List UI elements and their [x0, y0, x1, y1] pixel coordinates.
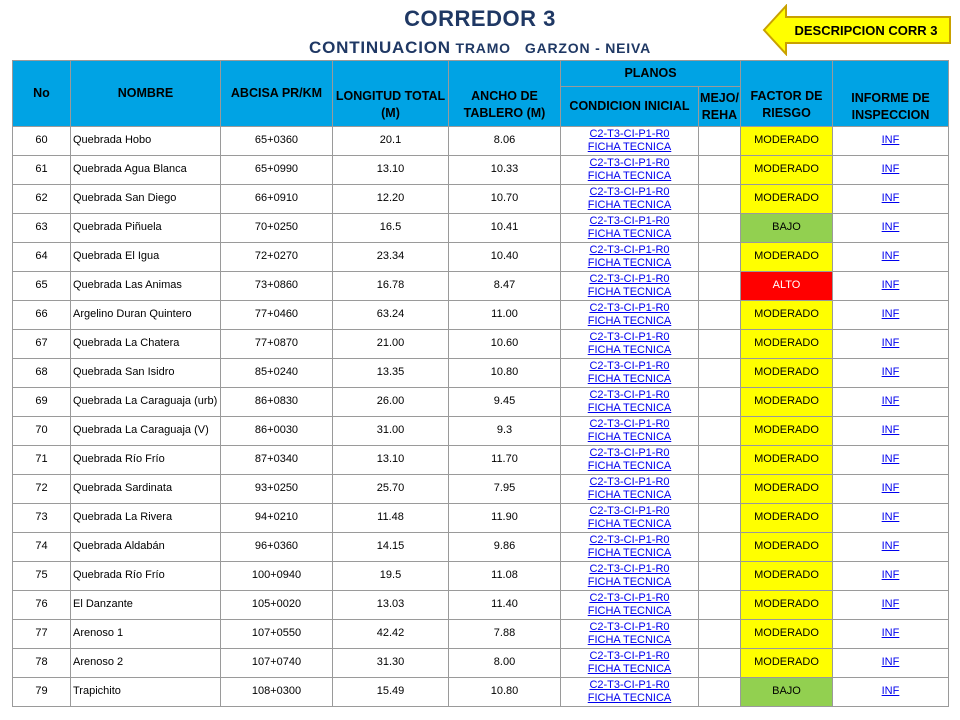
- cell-mejo: [699, 562, 741, 591]
- cell-nombre: Quebrada Hobo: [71, 127, 221, 156]
- cell-abcisa: 66+0910: [221, 185, 333, 214]
- cell-ancho: 8.00: [449, 649, 561, 678]
- cell-factor-riesgo: MODERADO: [741, 475, 833, 504]
- plano-link[interactable]: C2-T3-CI-P1-R0: [589, 330, 670, 343]
- cell-ancho: 10.80: [449, 359, 561, 388]
- cell-no: 78: [13, 649, 71, 678]
- ficha-tecnica-link[interactable]: FICHA TECNICA: [587, 141, 672, 153]
- cell-informe: [833, 475, 949, 504]
- cell-ancho: 8.47: [449, 272, 561, 301]
- ficha-tecnica-link[interactable]: FICHA TECNICA: [587, 344, 672, 356]
- plano-link[interactable]: C2-T3-CI-P1-R0: [589, 417, 670, 430]
- table-row: [13, 185, 949, 214]
- col-ancho: ANCHO DE TABLERO (M): [449, 61, 561, 127]
- informe-link[interactable]: INF: [881, 366, 900, 379]
- cell-condicion: [561, 388, 699, 417]
- cell-ancho: 10.60: [449, 330, 561, 359]
- descripcion-corr3-label: DESCRIPCION CORR 3: [794, 22, 938, 38]
- cell-ancho: 7.88: [449, 620, 561, 649]
- informe-link[interactable]: INF: [881, 685, 900, 698]
- col-mejo: MEJO/ REHA: [699, 87, 741, 127]
- plano-link[interactable]: C2-T3-CI-P1-R0: [589, 272, 670, 285]
- cell-nombre: Quebrada Sardinata: [71, 475, 221, 504]
- informe-link[interactable]: INF: [881, 598, 900, 611]
- cell-condicion: [561, 359, 699, 388]
- cell-condicion: [561, 678, 699, 707]
- ficha-tecnica-link[interactable]: FICHA TECNICA: [587, 402, 672, 414]
- cell-no: 74: [13, 533, 71, 562]
- cell-no: 61: [13, 156, 71, 185]
- ficha-tecnica-link[interactable]: FICHA TECNICA: [587, 286, 672, 298]
- cell-informe: [833, 620, 949, 649]
- ficha-tecnica-link[interactable]: FICHA TECNICA: [587, 663, 672, 675]
- cell-factor-riesgo: MODERADO: [741, 591, 833, 620]
- cell-informe: [833, 504, 949, 533]
- cell-nombre: Quebrada El Igua: [71, 243, 221, 272]
- cell-condicion: [561, 185, 699, 214]
- cell-longitud: 31.00: [333, 417, 449, 446]
- table-row: [13, 301, 949, 330]
- cell-longitud: 13.03: [333, 591, 449, 620]
- cell-longitud: 15.49: [333, 678, 449, 707]
- table-row: [13, 504, 949, 533]
- cell-informe: [833, 301, 949, 330]
- informe-link[interactable]: INF: [881, 453, 900, 466]
- cell-factor-riesgo: MODERADO: [741, 504, 833, 533]
- cell-abcisa: 100+0940: [221, 562, 333, 591]
- cell-abcisa: 85+0240: [221, 359, 333, 388]
- cell-informe: [833, 591, 949, 620]
- cell-nombre: Quebrada San Isidro: [71, 359, 221, 388]
- table-row: [13, 214, 949, 243]
- cell-informe: [833, 214, 949, 243]
- cell-longitud: 23.34: [333, 243, 449, 272]
- cell-nombre: Quebrada Río Frío: [71, 562, 221, 591]
- informe-link[interactable]: INF: [881, 134, 900, 147]
- cell-abcisa: 72+0270: [221, 243, 333, 272]
- cell-abcisa: 73+0860: [221, 272, 333, 301]
- cell-factor-riesgo: BAJO: [741, 678, 833, 707]
- cell-condicion: [561, 475, 699, 504]
- cell-no: 63: [13, 214, 71, 243]
- cell-mejo: [699, 185, 741, 214]
- cell-informe: [833, 562, 949, 591]
- informe-link[interactable]: INF: [881, 424, 900, 437]
- cell-condicion: [561, 243, 699, 272]
- informe-link[interactable]: INF: [881, 163, 900, 176]
- cell-abcisa: 65+0360: [221, 127, 333, 156]
- cell-informe: [833, 649, 949, 678]
- cell-longitud: 12.20: [333, 185, 449, 214]
- cell-condicion: [561, 156, 699, 185]
- cell-longitud: 11.48: [333, 504, 449, 533]
- plano-link[interactable]: C2-T3-CI-P1-R0: [589, 591, 670, 604]
- cell-factor-riesgo: BAJO: [741, 214, 833, 243]
- col-planos: PLANOS: [561, 61, 741, 87]
- ficha-tecnica-link[interactable]: FICHA TECNICA: [587, 460, 672, 472]
- cell-no: 72: [13, 475, 71, 504]
- cell-mejo: [699, 591, 741, 620]
- cell-factor-riesgo: MODERADO: [741, 446, 833, 475]
- plano-link[interactable]: C2-T3-CI-P1-R0: [589, 359, 670, 372]
- ficha-tecnica-link[interactable]: FICHA TECNICA: [587, 373, 672, 385]
- cell-longitud: 13.10: [333, 156, 449, 185]
- table-row: [13, 446, 949, 475]
- cell-nombre: El Danzante: [71, 591, 221, 620]
- informe-link[interactable]: INF: [881, 511, 900, 524]
- cell-no: 79: [13, 678, 71, 707]
- cell-informe: [833, 185, 949, 214]
- informe-link[interactable]: INF: [881, 395, 900, 408]
- cell-ancho: 11.08: [449, 562, 561, 591]
- cell-condicion: [561, 301, 699, 330]
- ficha-tecnica-link[interactable]: FICHA TECNICA: [587, 518, 672, 530]
- cell-ancho: 11.70: [449, 446, 561, 475]
- cell-factor-riesgo: MODERADO: [741, 388, 833, 417]
- col-condicion: CONDICION INICIAL: [561, 87, 699, 127]
- col-informe: INFORME DE INSPECCION: [833, 61, 949, 127]
- informe-link[interactable]: INF: [881, 192, 900, 205]
- cell-mejo: [699, 388, 741, 417]
- cell-abcisa: 65+0990: [221, 156, 333, 185]
- cell-ancho: 11.90: [449, 504, 561, 533]
- cell-condicion: [561, 591, 699, 620]
- cell-nombre: Argelino Duran Quintero: [71, 301, 221, 330]
- cell-longitud: 19.5: [333, 562, 449, 591]
- informe-link[interactable]: INF: [881, 250, 900, 263]
- plano-link[interactable]: C2-T3-CI-P1-R0: [589, 620, 670, 633]
- cell-abcisa: 86+0030: [221, 417, 333, 446]
- cell-no: 68: [13, 359, 71, 388]
- descripcion-corr3-button[interactable]: [762, 4, 954, 56]
- cell-factor-riesgo: ALTO: [741, 272, 833, 301]
- cell-ancho: 10.41: [449, 214, 561, 243]
- informe-link[interactable]: INF: [881, 627, 900, 640]
- plano-link[interactable]: C2-T3-CI-P1-R0: [589, 127, 670, 140]
- cell-ancho: 11.00: [449, 301, 561, 330]
- cell-no: 73: [13, 504, 71, 533]
- cell-nombre: Quebrada Río Frío: [71, 446, 221, 475]
- cell-nombre: Quebrada Aldabán: [71, 533, 221, 562]
- ficha-tecnica-link[interactable]: FICHA TECNICA: [587, 634, 672, 646]
- cell-factor-riesgo: MODERADO: [741, 156, 833, 185]
- cell-mejo: [699, 446, 741, 475]
- informe-link[interactable]: INF: [881, 337, 900, 350]
- cell-condicion: [561, 330, 699, 359]
- cell-mejo: [699, 649, 741, 678]
- cell-mejo: [699, 156, 741, 185]
- cell-no: 65: [13, 272, 71, 301]
- cell-mejo: [699, 301, 741, 330]
- ficha-tecnica-link[interactable]: FICHA TECNICA: [587, 605, 672, 617]
- cell-informe: [833, 533, 949, 562]
- informe-link[interactable]: INF: [881, 569, 900, 582]
- plano-link[interactable]: C2-T3-CI-P1-R0: [589, 446, 670, 459]
- cell-longitud: 31.30: [333, 649, 449, 678]
- cell-abcisa: 96+0360: [221, 533, 333, 562]
- ficha-tecnica-link[interactable]: FICHA TECNICA: [587, 257, 672, 269]
- cell-nombre: Quebrada Agua Blanca: [71, 156, 221, 185]
- cell-factor-riesgo: MODERADO: [741, 620, 833, 649]
- plano-link[interactable]: C2-T3-CI-P1-R0: [589, 533, 670, 546]
- table-row: [13, 562, 949, 591]
- cell-ancho: 10.80: [449, 678, 561, 707]
- table-row: [13, 533, 949, 562]
- cell-abcisa: 107+0550: [221, 620, 333, 649]
- cell-factor-riesgo: MODERADO: [741, 417, 833, 446]
- cell-mejo: [699, 359, 741, 388]
- ficha-tecnica-link[interactable]: FICHA TECNICA: [587, 431, 672, 443]
- cell-no: 70: [13, 417, 71, 446]
- table-row: [13, 388, 949, 417]
- cell-longitud: 63.24: [333, 301, 449, 330]
- cell-mejo: [699, 127, 741, 156]
- informe-link[interactable]: INF: [881, 656, 900, 669]
- cell-factor-riesgo: MODERADO: [741, 330, 833, 359]
- table-row: [13, 127, 949, 156]
- cell-mejo: [699, 620, 741, 649]
- plano-link[interactable]: C2-T3-CI-P1-R0: [589, 301, 670, 314]
- cell-nombre: Trapichito: [71, 678, 221, 707]
- ficha-tecnica-link[interactable]: FICHA TECNICA: [587, 315, 672, 327]
- informe-link[interactable]: INF: [881, 308, 900, 321]
- col-no: No: [13, 61, 71, 127]
- table-row: [13, 243, 949, 272]
- cell-mejo: [699, 417, 741, 446]
- cell-informe: [833, 330, 949, 359]
- cell-no: 77: [13, 620, 71, 649]
- table-row: [13, 649, 949, 678]
- cell-informe: [833, 388, 949, 417]
- cell-informe: [833, 156, 949, 185]
- table-row: [13, 475, 949, 504]
- cell-longitud: 16.5: [333, 214, 449, 243]
- cell-no: 71: [13, 446, 71, 475]
- informe-link[interactable]: INF: [881, 482, 900, 495]
- plano-link[interactable]: C2-T3-CI-P1-R0: [589, 156, 670, 169]
- cell-no: 64: [13, 243, 71, 272]
- cell-nombre: Quebrada La Rivera: [71, 504, 221, 533]
- cell-factor-riesgo: MODERADO: [741, 185, 833, 214]
- cell-mejo: [699, 504, 741, 533]
- cell-factor-riesgo: MODERADO: [741, 562, 833, 591]
- table-row: [13, 620, 949, 649]
- cell-factor-riesgo: MODERADO: [741, 649, 833, 678]
- bridges-table: [12, 60, 949, 707]
- ficha-tecnica-link[interactable]: FICHA TECNICA: [587, 692, 672, 704]
- cell-informe: [833, 127, 949, 156]
- cell-longitud: 42.42: [333, 620, 449, 649]
- ficha-tecnica-link[interactable]: FICHA TECNICA: [587, 199, 672, 211]
- subtitle-rest: TRAMO GARZON - NEIVA: [450, 40, 651, 56]
- cell-ancho: 9.45: [449, 388, 561, 417]
- cell-informe: [833, 272, 949, 301]
- cell-abcisa: 86+0830: [221, 388, 333, 417]
- cell-factor-riesgo: MODERADO: [741, 243, 833, 272]
- cell-mejo: [699, 214, 741, 243]
- ficha-tecnica-link[interactable]: FICHA TECNICA: [587, 228, 672, 240]
- cell-condicion: [561, 504, 699, 533]
- cell-no: 62: [13, 185, 71, 214]
- cell-nombre: Quebrada Piñuela: [71, 214, 221, 243]
- col-factor: FACTOR DE RIESGO: [741, 61, 833, 127]
- plano-link[interactable]: C2-T3-CI-P1-R0: [589, 185, 670, 198]
- cell-ancho: 9.86: [449, 533, 561, 562]
- cell-condicion: [561, 620, 699, 649]
- cell-ancho: 7.95: [449, 475, 561, 504]
- ficha-tecnica-link[interactable]: FICHA TECNICA: [587, 170, 672, 182]
- cell-condicion: [561, 446, 699, 475]
- table-row: [13, 417, 949, 446]
- cell-longitud: 14.15: [333, 533, 449, 562]
- cell-nombre: Quebrada La Caraguaja (urb): [71, 388, 221, 417]
- cell-condicion: [561, 649, 699, 678]
- cell-condicion: [561, 214, 699, 243]
- informe-link[interactable]: INF: [881, 540, 900, 553]
- cell-factor-riesgo: MODERADO: [741, 301, 833, 330]
- cell-no: 60: [13, 127, 71, 156]
- plano-link[interactable]: C2-T3-CI-P1-R0: [589, 388, 670, 401]
- ficha-tecnica-link[interactable]: FICHA TECNICA: [587, 547, 672, 559]
- plano-link[interactable]: C2-T3-CI-P1-R0: [589, 678, 670, 691]
- cell-longitud: 25.70: [333, 475, 449, 504]
- cell-mejo: [699, 533, 741, 562]
- cell-mejo: [699, 475, 741, 504]
- cell-abcisa: 87+0340: [221, 446, 333, 475]
- cell-abcisa: 77+0460: [221, 301, 333, 330]
- col-nombre: NOMBRE: [71, 61, 221, 127]
- cell-abcisa: 108+0300: [221, 678, 333, 707]
- cell-no: 75: [13, 562, 71, 591]
- cell-abcisa: 93+0250: [221, 475, 333, 504]
- col-abcisa: ABCISA PR/KM: [221, 61, 333, 127]
- plano-link[interactable]: C2-T3-CI-P1-R0: [589, 562, 670, 575]
- cell-abcisa: 77+0870: [221, 330, 333, 359]
- cell-abcisa: 105+0020: [221, 591, 333, 620]
- table-row: [13, 678, 949, 707]
- table-row: [13, 359, 949, 388]
- cell-abcisa: 107+0740: [221, 649, 333, 678]
- ficha-tecnica-link[interactable]: FICHA TECNICA: [587, 489, 672, 501]
- cell-condicion: [561, 127, 699, 156]
- plano-link[interactable]: C2-T3-CI-P1-R0: [589, 214, 670, 227]
- cell-no: 66: [13, 301, 71, 330]
- table-row: [13, 591, 949, 620]
- page-title: CORREDOR 3: [404, 6, 556, 31]
- cell-factor-riesgo: MODERADO: [741, 359, 833, 388]
- cell-factor-riesgo: MODERADO: [741, 533, 833, 562]
- table-row: [13, 156, 949, 185]
- cell-ancho: 10.70: [449, 185, 561, 214]
- cell-informe: [833, 359, 949, 388]
- cell-condicion: [561, 417, 699, 446]
- cell-abcisa: 70+0250: [221, 214, 333, 243]
- cell-nombre: Quebrada La Caraguaja (V): [71, 417, 221, 446]
- cell-ancho: 10.40: [449, 243, 561, 272]
- table-row: [13, 330, 949, 359]
- cell-ancho: 8.06: [449, 127, 561, 156]
- subtitle-main: CONTINUACION: [309, 38, 451, 57]
- cell-ancho: 11.40: [449, 591, 561, 620]
- cell-longitud: 13.35: [333, 359, 449, 388]
- cell-condicion: [561, 272, 699, 301]
- cell-factor-riesgo: MODERADO: [741, 127, 833, 156]
- cell-ancho: 10.33: [449, 156, 561, 185]
- cell-no: 76: [13, 591, 71, 620]
- table-row: [13, 272, 949, 301]
- cell-longitud: 20.1: [333, 127, 449, 156]
- cell-informe: [833, 678, 949, 707]
- cell-nombre: Quebrada La Chatera: [71, 330, 221, 359]
- cell-nombre: Quebrada Las Animas: [71, 272, 221, 301]
- cell-nombre: Quebrada San Diego: [71, 185, 221, 214]
- plano-link[interactable]: C2-T3-CI-P1-R0: [589, 504, 670, 517]
- plano-link[interactable]: C2-T3-CI-P1-R0: [589, 649, 670, 662]
- cell-abcisa: 94+0210: [221, 504, 333, 533]
- cell-nombre: Arenoso 1: [71, 620, 221, 649]
- cell-informe: [833, 446, 949, 475]
- cell-no: 67: [13, 330, 71, 359]
- cell-nombre: Arenoso 2: [71, 649, 221, 678]
- cell-mejo: [699, 330, 741, 359]
- cell-informe: [833, 243, 949, 272]
- ficha-tecnica-link[interactable]: FICHA TECNICA: [587, 576, 672, 588]
- cell-longitud: 16.78: [333, 272, 449, 301]
- cell-condicion: [561, 562, 699, 591]
- cell-informe: [833, 417, 949, 446]
- cell-mejo: [699, 243, 741, 272]
- cell-condicion: [561, 533, 699, 562]
- cell-no: 69: [13, 388, 71, 417]
- plano-link[interactable]: C2-T3-CI-P1-R0: [589, 475, 670, 488]
- cell-mejo: [699, 678, 741, 707]
- cell-mejo: [699, 272, 741, 301]
- informe-link[interactable]: INF: [881, 279, 900, 292]
- cell-longitud: 26.00: [333, 388, 449, 417]
- cell-longitud: 21.00: [333, 330, 449, 359]
- plano-link[interactable]: C2-T3-CI-P1-R0: [589, 243, 670, 256]
- cell-longitud: 13.10: [333, 446, 449, 475]
- cell-ancho: 9.3: [449, 417, 561, 446]
- informe-link[interactable]: INF: [881, 221, 900, 234]
- col-longitud: LONGITUD TOTAL (M): [333, 61, 449, 127]
